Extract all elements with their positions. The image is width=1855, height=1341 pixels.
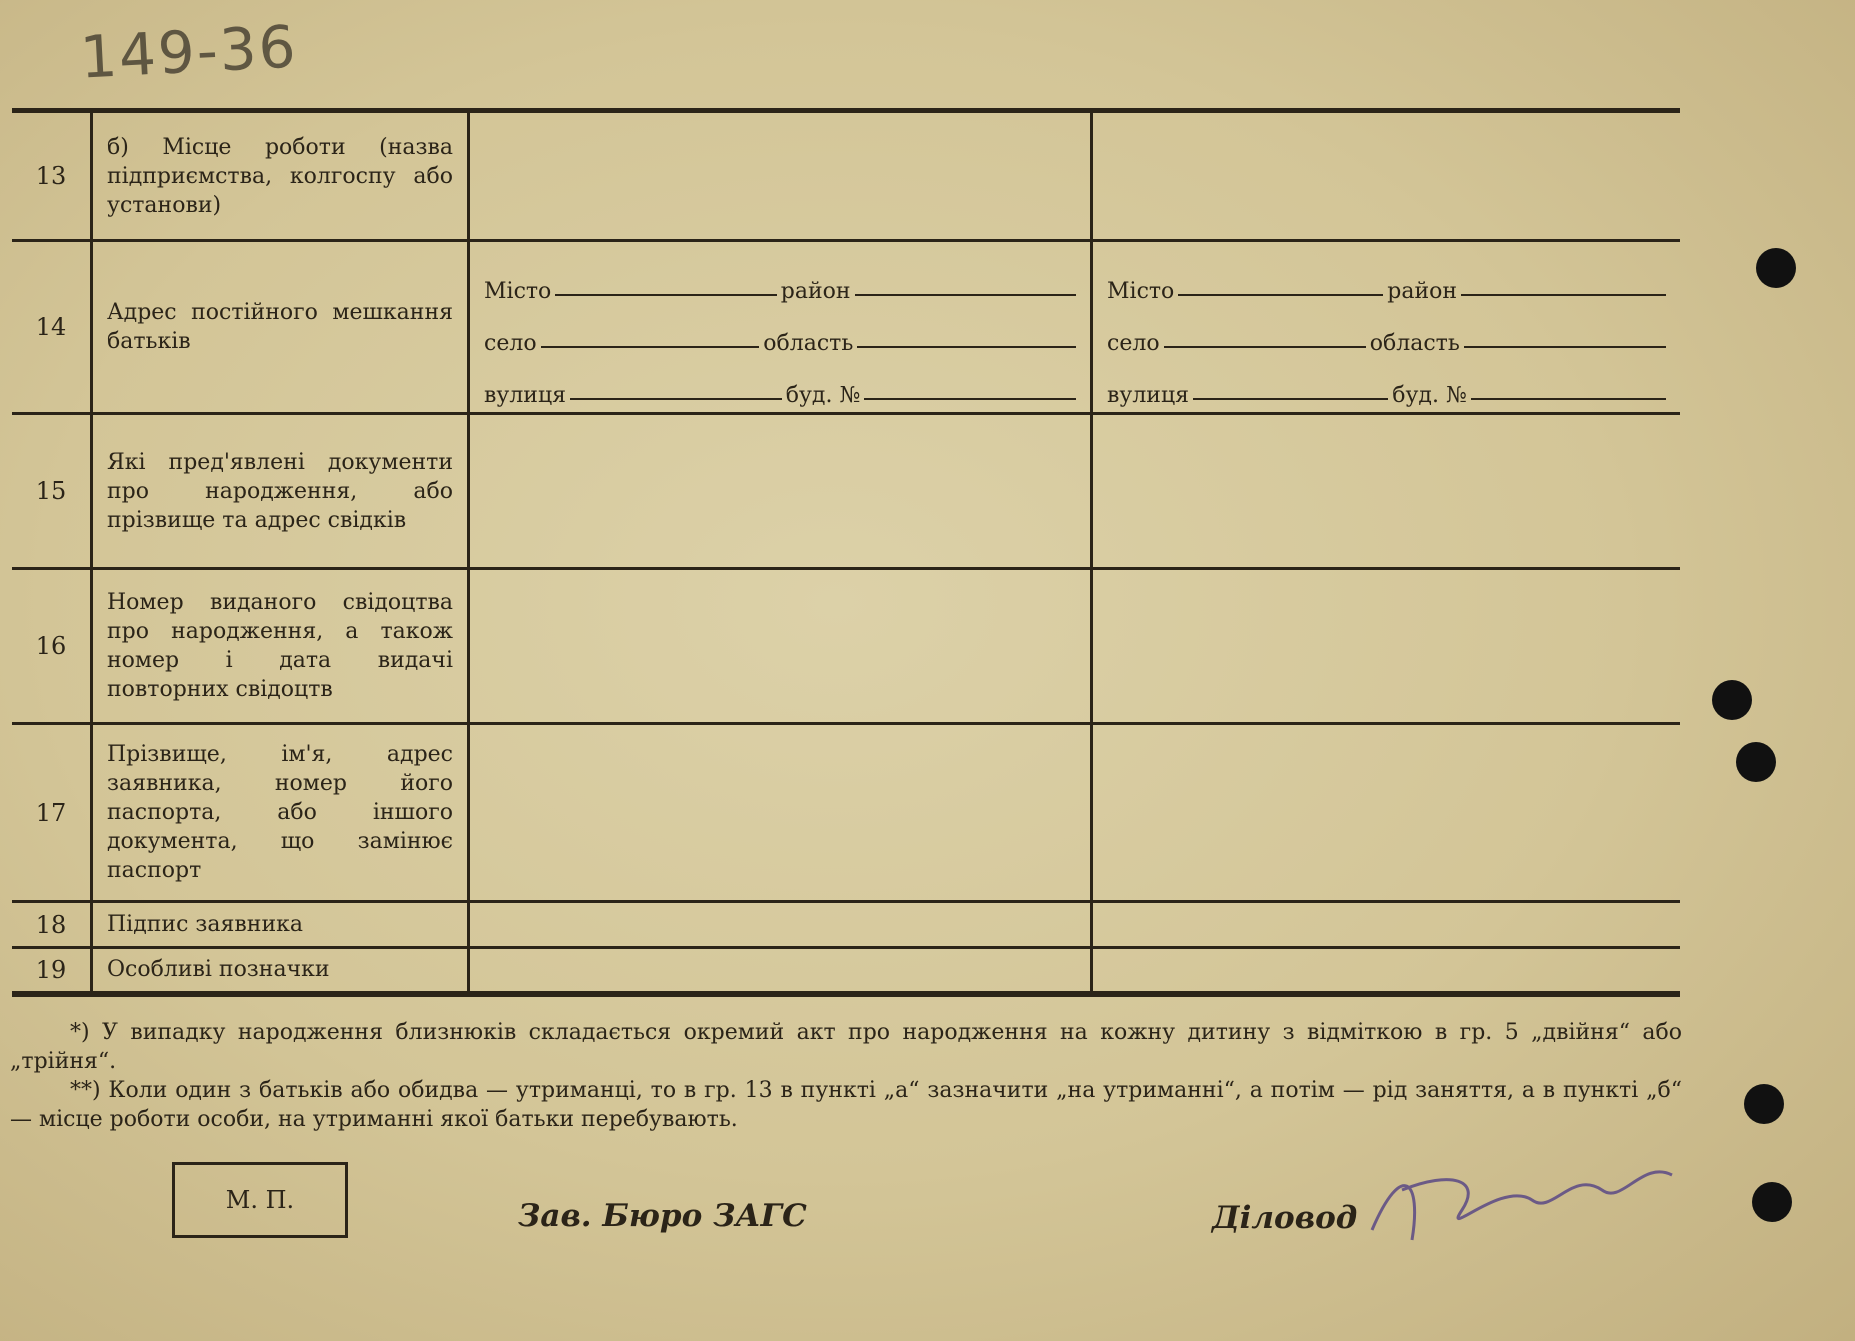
punch-hole (1756, 248, 1796, 288)
field-father (469, 948, 1092, 994)
village-label: село (484, 331, 537, 356)
row-number: 15 (12, 414, 92, 569)
city-label: Місто (1107, 279, 1175, 304)
punch-hole (1744, 1084, 1784, 1124)
footnote-1: *) У випадку народження близнюків складається окремий акт про народження на кожну дитину з відміткою в гр. 5 „двійня“ або „трійня“. (10, 1020, 1682, 1074)
footnote-2: **) Коли один з батьків або обидва — утриманці, то в гр. 13 в пункті „а“ зазначити „на утриманні“, а потім — рід заняття, а в пункті „б“ — місце роботи особи, на утриманні якої батьки перебувають. (10, 1078, 1682, 1132)
field-mother-address (1092, 241, 1681, 414)
stamp-placeholder: М. П. (172, 1162, 348, 1238)
footnotes (10, 1018, 1682, 1134)
street-label: вулиця (484, 383, 566, 408)
city-label: Місто (484, 279, 552, 304)
district-label: район (780, 279, 851, 304)
row-label: Особливі позначки (92, 948, 469, 994)
field-mother (1092, 724, 1681, 902)
field-father (469, 902, 1092, 948)
row-number: 14 (12, 241, 92, 414)
row-number: 16 (12, 569, 92, 724)
field-mother (1092, 902, 1681, 948)
row-15 (12, 414, 1680, 569)
village-label: село (1107, 331, 1160, 356)
building-label: буд. № (1392, 383, 1467, 408)
row-16 (12, 569, 1680, 724)
region-label: область (1369, 331, 1460, 356)
row-label: Прізвище, ім'я, адрес заявника, номер його паспорта, або іншого документа, що замінює паспорт (92, 724, 469, 902)
region-label: область (763, 331, 854, 356)
row-label: Підпис заявника (92, 902, 469, 948)
punch-hole (1712, 680, 1752, 720)
street-label: вулиця (1107, 383, 1189, 408)
field-father-address (469, 241, 1092, 414)
punch-hole (1752, 1182, 1792, 1222)
field-father (469, 414, 1092, 569)
handwritten-number: 149-36 (78, 12, 300, 92)
row-19 (12, 948, 1680, 994)
district-label: район (1387, 279, 1458, 304)
field-mother (1092, 569, 1681, 724)
row-13 (12, 111, 1680, 241)
field-mother (1092, 111, 1681, 241)
field-mother (1092, 948, 1681, 994)
field-father (469, 724, 1092, 902)
field-father (469, 111, 1092, 241)
row-number: 19 (12, 948, 92, 994)
head-signature-label: Зав. Бюро ЗАГС (518, 1198, 807, 1234)
row-label: Адрес постійного мешкання батьків (92, 241, 469, 414)
record-table (12, 108, 1680, 997)
row-label: Які пред'явлені документи про народження, або прізвище та адрес свідків (92, 414, 469, 569)
row-number: 18 (12, 902, 92, 948)
punch-hole (1736, 742, 1776, 782)
clerk-signature-label: Діловод (1212, 1200, 1358, 1236)
form-sheet (12, 108, 1680, 997)
row-14 (12, 241, 1680, 414)
row-number: 17 (12, 724, 92, 902)
row-number: 13 (12, 111, 92, 241)
field-father (469, 569, 1092, 724)
row-label: Номер виданого свідоцтва про народження, а також номер і дата видачі повторних свідоцтв (92, 569, 469, 724)
field-mother (1092, 414, 1681, 569)
row-label: б) Місце роботи (назва підприємства, колгоспу або установи) (92, 111, 469, 241)
clerk-signature (1362, 1120, 1692, 1280)
row-18 (12, 902, 1680, 948)
building-label: буд. № (785, 383, 861, 408)
row-17 (12, 724, 1680, 902)
